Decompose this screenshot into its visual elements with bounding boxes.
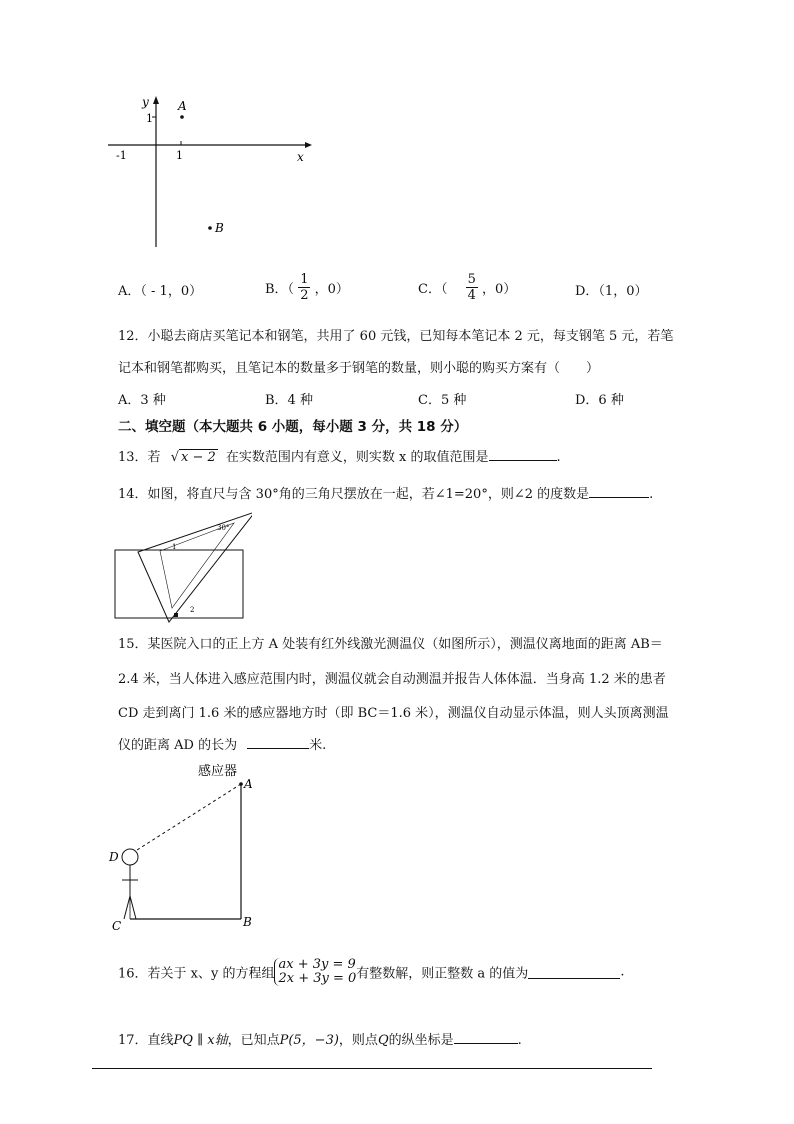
q14-line [118,483,653,502]
q17-mid2: ，则点 [338,1033,378,1048]
fig14-angle-30: 30° [217,524,230,532]
q17-axis: x轴 [207,1033,228,1048]
q11-option-c-numerator: 5 [467,272,476,287]
q15-line4-prefix: 仪的距离 AD 的长为 [118,738,238,753]
q13-answer-blank[interactable] [489,447,557,461]
q11-option-b-suffix: ，0） [314,282,349,297]
q12-option-a: A．3 种 [118,393,166,408]
fig15-label-d: D [109,850,119,864]
q16-prefix: 16．若关于 x、y 的方程组 [118,966,275,982]
fig15-sensor-label: 感应器 [198,764,238,779]
coordinate-figure [100,92,320,257]
q11-option-b-prefix: B．（ [265,282,295,297]
q15-line1: 15．某医院入口的正上方 A 处装有红外线激光测温仪（如图所示），测温仪离地面的距离 AB＝ [118,637,663,652]
q13-end: . [556,450,561,465]
q11-option-b-numerator: 1 [300,272,309,287]
q12-option-b: B．4 种 [265,393,313,408]
q12-line2: 记本和钢笔都购买，且笔记本的数量多于钢笔的数量，则小聪的购买方案有（ ） [118,361,600,376]
q16-line [118,958,624,986]
q17-prefix: 17．直线 [118,1033,174,1048]
q17-mid: ，已知点 [227,1033,280,1048]
q11-option-c-fraction [466,273,478,302]
person-leg-left [124,896,130,919]
q17-point-p: P(5，−3) [279,1033,339,1048]
q17-pq: PQ [173,1033,193,1048]
q13-suffix: 在实数范围内有意义，则实数 x 的取值范围是 [225,450,489,465]
q16-answer-blank[interactable] [528,965,620,979]
x-axis-arrow [305,142,312,148]
ruler-triangle-figure [112,505,252,623]
y-axis-label: y [142,95,149,109]
q11-option-d: D．（1，0） [575,284,648,299]
q15-line4 [118,734,326,753]
sensor-point-a [239,782,243,786]
q11-option-c-suffix: ，0） [482,282,517,297]
q11-option-c-prefix: C．（ [418,282,448,297]
fig14-label-1: 1 [172,543,177,551]
q12-option-c: C．5 种 [418,393,467,408]
q16-equation-system [274,958,356,986]
fig15-label-c: C [112,919,122,933]
q17-line [118,1029,522,1048]
q15-line4-suffix: 米. [309,738,327,753]
tick-y-1: 1 [146,112,153,125]
q14-end: . [649,487,654,502]
q13-prefix: 13．若 [118,450,161,465]
q15-line2: 2.4 米，当人体进入感应范围内时，测温仪就会自动测温并报告人体体温．当身高 1.2 米的患者 [118,672,666,687]
q17-parallel: ∥ [192,1033,208,1048]
q11-option-a: A．（ - 1，0） [118,284,203,299]
tick-x-1: 1 [176,149,183,162]
laser-ad [137,784,241,850]
q15-answer-blank[interactable] [247,735,309,749]
q16-end: . [620,964,625,980]
fig15-label-b: B [243,915,252,929]
q14-answer-blank[interactable] [589,484,649,498]
q15-line3: CD 走到离门 1.6 米的感应器地方时（即 BC＝1.6 米），测温仪自动显示体温，则人头顶离测温 [118,706,669,721]
q11-option-b-fraction [298,273,310,302]
triangle-ruler [138,512,252,622]
point-a-label: A [178,99,187,113]
q12-line1: 12．小聪去商店买笔记本和钢笔，共用了 60 元钱，已知每本笔记本 2 元，每支钢笔 5 元，若笔 [118,329,674,344]
q13-radicand: x − 2 [180,450,216,465]
q17-end: . [517,1033,522,1048]
q14-text: 14．如图，将直尺与含 30°角的三角尺摆放在一起，若∠1=20°，则∠2 的度数是 [118,487,590,502]
section-heading-fill-in: 二、填空题（本大题共 6 小题，每小题 3 分，共 18 分） [118,419,468,435]
q13-sqrt: √ x − 2 [170,450,216,465]
point-b [208,226,212,230]
q13-line [118,446,561,465]
fig14-label-2: 2 [190,606,195,614]
q17-suffix: 的纵坐标是 [388,1033,454,1048]
q17-answer-blank[interactable] [454,1030,518,1044]
q16-suffix: 有整数解，则正整数 a 的值为 [356,966,529,982]
triangle-inner [160,523,234,608]
bottom-divider [92,1068,652,1069]
q16-eq1: ax + 3y = 9 [278,957,356,972]
person-leg-right [130,896,136,919]
q16-eq2: 2x + 3y = 0 [278,971,357,986]
q12-option-d: D．6 种 [575,393,624,408]
fig15-label-a: A [244,777,253,791]
x-axis-label: x [297,150,304,164]
tick-x-minus1: -1 [116,149,127,162]
point-a [180,115,184,119]
ruler [115,550,243,618]
y-axis-arrow [153,96,159,104]
q11-option-b-denominator: 2 [300,288,309,303]
q11-option-c-denominator: 4 [467,288,476,303]
point-b-label: B [215,221,224,235]
q11-option-c [418,273,516,302]
q11-option-b [265,273,349,302]
person-head [122,849,138,865]
q17-q: Q [377,1033,389,1048]
sensor-figure [100,758,275,938]
